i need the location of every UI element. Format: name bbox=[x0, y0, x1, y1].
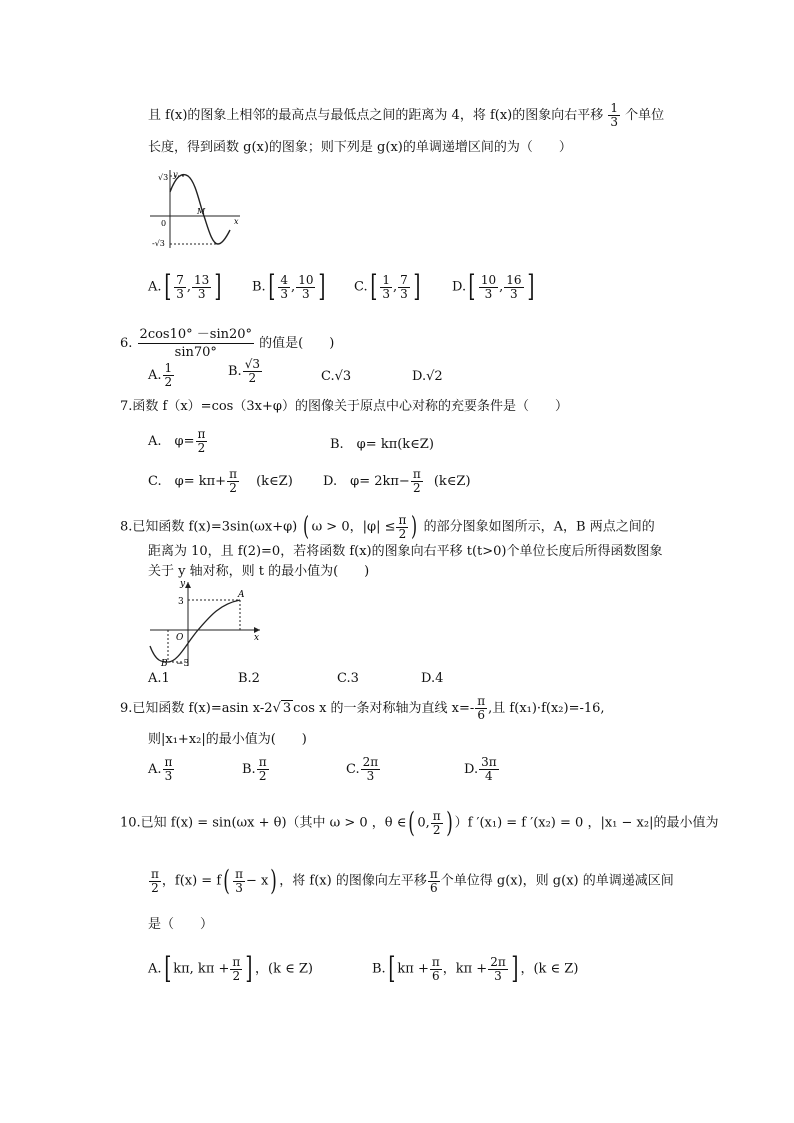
q6-option-a: A. $\frac{1}{2}$ bbox=[148, 361, 173, 389]
q9-option-d: D. $\frac{3\pi}{4}$ bbox=[464, 755, 497, 783]
graph2-ybot-label: −3 bbox=[176, 659, 190, 668]
question-8-line-2: 距离为 10，且 f(2)=0，若将函数 f(x)的图象向右平移 t(t>0)个单位长度后所得函数图象 bbox=[148, 544, 663, 559]
question-10-line-1: 10.已知 f(x) = sin(ωx + θ)（其中 ω > 0 ，θ ∈( 0, $\frac{\pi}{2}$ ) ）f ′(x₁) = f ′(x₂) = 0 ，|x₁ − x₂|的最小值为 bbox=[120, 806, 719, 839]
question-9-line-1: 9.已知函数 f(x)=asin x-2√ 3 cos x 的一条对称轴为直线 x=- $\frac{\pi}{6}$ ,且 f(x₁)·f(x₂)=-16, bbox=[120, 694, 605, 722]
question-8-line-1: 8.已知函数 f(x)=3sin(ωx+φ) ( ω > 0，|φ| ≤ $\frac{\pi}{2}$ ) 的部分图象如图所示，A，B 两点之间的 bbox=[120, 512, 655, 542]
q9-option-c: C. $\frac{2\pi}{3}$ bbox=[346, 755, 379, 783]
graph1-y-label: y bbox=[173, 170, 178, 179]
q6-option-d: D.√2 bbox=[412, 369, 443, 384]
q10-option-a: A.[ kπ, kπ + $\frac{\pi}{2}$ ] ，(k ∈ Z) bbox=[148, 951, 313, 986]
graph2-point-b: B bbox=[161, 659, 168, 668]
q9-option-a: A. $\frac{\pi}{3}$ bbox=[148, 755, 173, 783]
graph2-y-label: y bbox=[180, 579, 186, 589]
graph2-origin-label: O bbox=[176, 633, 184, 643]
q10-option-b: B.[ kπ + $\frac{\pi}{6}$ ，kπ + $\frac{2\pi}{3}$ ] ，(k ∈ Z) bbox=[372, 951, 579, 986]
question-8-line-3: 关于 y 轴对称，则 t 的最小值为( ) bbox=[148, 564, 370, 579]
question-10-line-3: 是（ ） bbox=[148, 917, 214, 932]
q7-option-b: B. φ= kπ(k∈Z) bbox=[330, 437, 434, 452]
q8-option-d: D.4 bbox=[421, 671, 444, 686]
question-7-stem: 7.函数 f（x）=cos（3x+φ）的图像关于原点中心对称的充要条件是（ ） bbox=[120, 399, 568, 414]
graph1-point-m: M bbox=[197, 207, 206, 216]
q5-option-d: D.[ $\frac{10}{3}$ , $\frac{16}{3}$ ] bbox=[452, 269, 534, 304]
question-9-line-2: 则|x₁+x₂|的最小值为( ) bbox=[148, 732, 307, 747]
sine-graph-1 bbox=[146, 168, 246, 250]
q5-option-b: B.[ $\frac{4}{3}$ , $\frac{10}{3}$ ] bbox=[252, 269, 326, 304]
q7-option-a: A. φ= $\frac{\pi}{2}$ bbox=[148, 427, 206, 455]
q5-option-a: A.[ $\frac{7}{3}$ , $\frac{13}{3}$ ] bbox=[148, 269, 222, 304]
question-6: 6. $\frac{2\cos 10^\circ -\sin 20^\circ}{\sin 70^\circ}$ 的值是( ) bbox=[120, 327, 335, 360]
graph1-ybot-label: -√3 bbox=[152, 239, 165, 248]
q8-option-b: B.2 bbox=[238, 671, 260, 686]
graph1-ytop-label: √3 bbox=[158, 173, 169, 182]
graph2-ytop-label: 3 bbox=[178, 597, 184, 607]
intro-line-1: 且 f(x)的图象上相邻的最高点与最低点之间的距离为 4，将 f(x)的图象向右平移 $\frac{1}{3}$ 个单位 bbox=[148, 101, 665, 129]
question-10-line-2: $\frac{\pi}{2}$ ，f(x) = f( $\frac{\pi}{3}$ − x) ，将 f(x) 的图像向左平移 $\frac{\pi}{6}$ 个单位得 g(x)，则 g(x) 的单调递减区间 bbox=[151, 864, 674, 897]
q5-option-c: C.[ $\frac{1}{3}$ , $\frac{7}{3}$ ] bbox=[354, 269, 421, 304]
graph1-origin-label: 0 bbox=[161, 219, 167, 228]
sine-graph-2 bbox=[146, 578, 266, 668]
q6-option-b: B. $\frac{√3}{2}$ bbox=[228, 357, 260, 385]
graph2-point-a: A bbox=[238, 590, 245, 600]
graph1-x-label: x bbox=[234, 217, 239, 226]
graph2-x-label: x bbox=[254, 633, 260, 643]
q7-option-c: C. φ= kπ+ $\frac{\pi}{2}$ (k∈Z) bbox=[148, 467, 293, 495]
q9-option-b: B. $\frac{\pi}{2}$ bbox=[242, 755, 267, 783]
q8-option-a: A.1 bbox=[148, 671, 170, 686]
q7-option-d: D. φ= 2kπ− $\frac{\pi}{2}$ (k∈Z) bbox=[323, 467, 471, 495]
intro-line-2: 长度，得到函数 g(x)的图象；则下列是 g(x)的单调递增区间的为（ ） bbox=[148, 140, 572, 155]
q6-option-c: C.√3 bbox=[321, 369, 352, 384]
q8-option-c: C.3 bbox=[337, 671, 359, 686]
shift-fraction: $\frac{1}{3}$ bbox=[610, 101, 619, 129]
